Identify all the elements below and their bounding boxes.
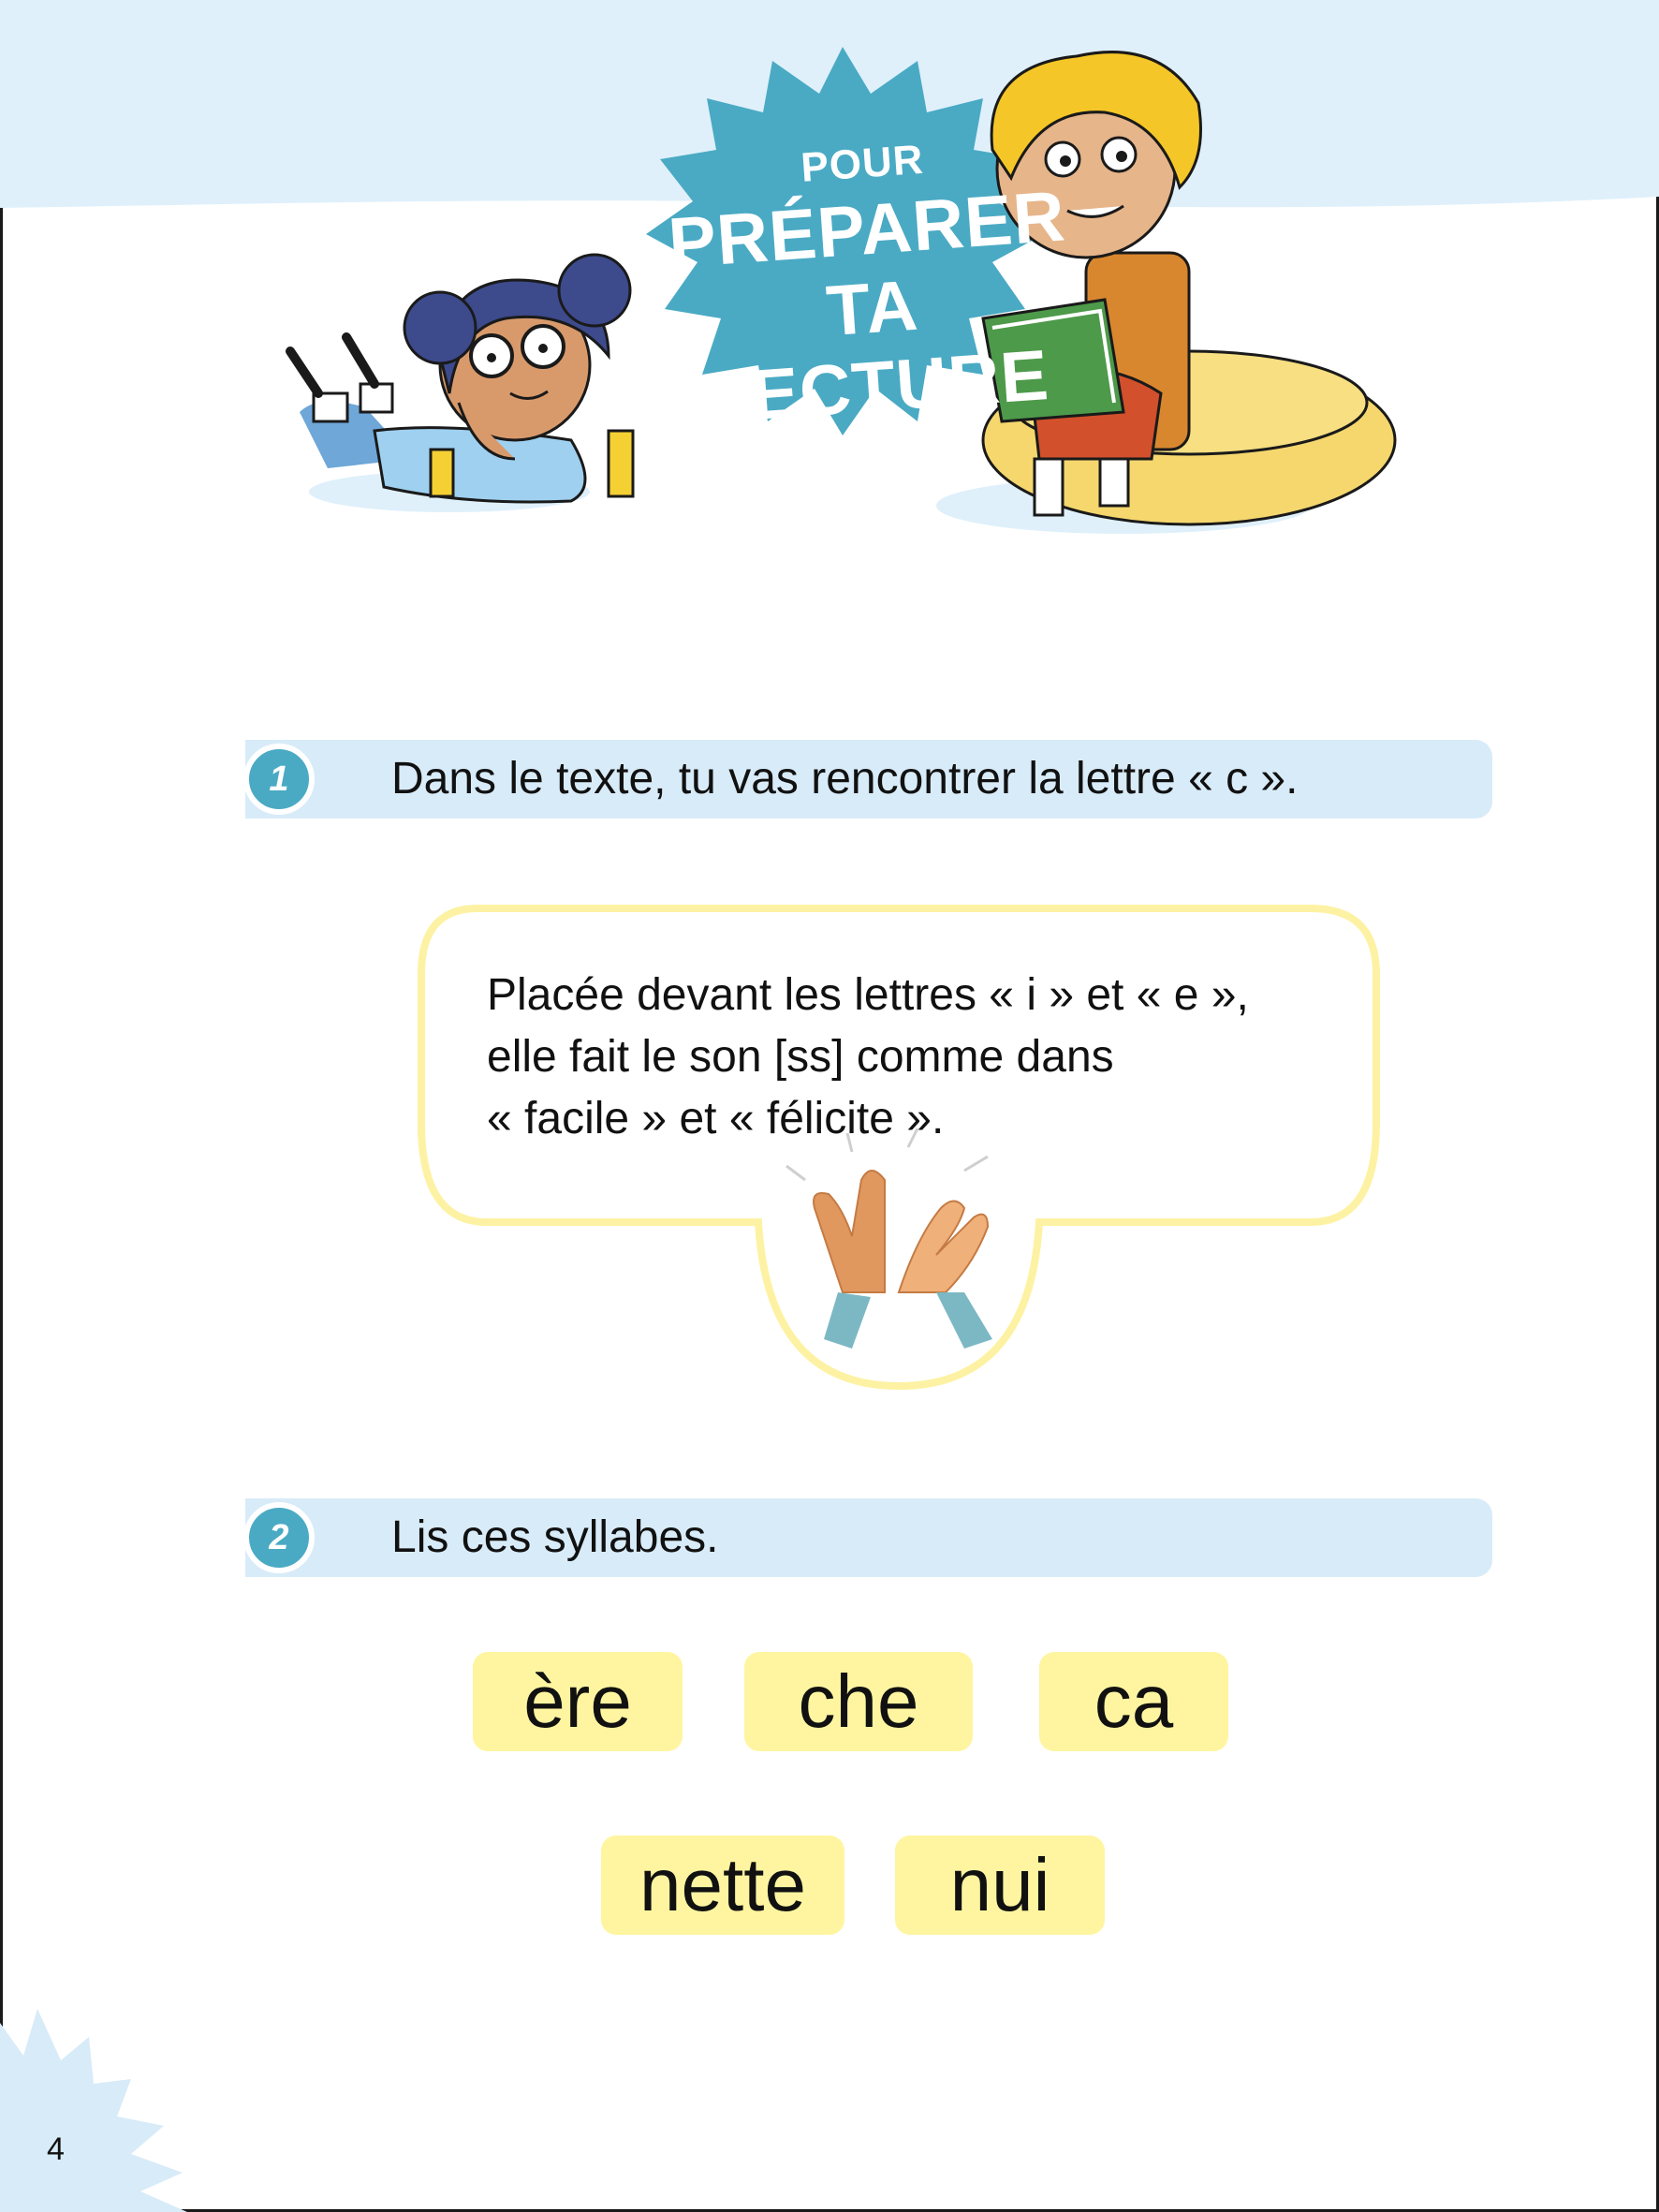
header-title-line1: PRÉPARER: [666, 176, 1068, 284]
header-title-line2: TA LECTURE: [704, 265, 1052, 439]
syllable-box: nette: [601, 1836, 844, 1935]
exercise-2-instruction: Lis ces syllabes.: [391, 1512, 719, 1562]
rule-line-1: Placée devant les lettres « i » et « e »,: [487, 970, 1249, 1020]
girl-reading-illustration: [290, 255, 633, 512]
syllable-box: che: [744, 1652, 973, 1751]
header-title-pour: POUR: [799, 136, 926, 191]
exercise-2-number: 2: [243, 1502, 315, 1573]
syllable-box: ère: [473, 1652, 683, 1751]
header-title: [646, 125, 1095, 441]
rule-text: [487, 965, 1329, 1150]
rule-line-2: elle fait le son [ss] comme dans: [487, 1032, 1114, 1082]
exercise-1-number: 1: [243, 744, 315, 815]
syllable-box: nui: [895, 1836, 1105, 1935]
exercise-2-bar: [245, 1498, 1492, 1577]
page-number: 4: [47, 2131, 65, 2167]
exercise-1-instruction: Dans le texte, tu vas rencontrer la lettre « c ».: [391, 754, 1299, 804]
corner-burst-decoration: [0, 2004, 206, 2212]
exercise-1-bar: [245, 740, 1492, 818]
rule-line-3: « facile » et « félicite ».: [487, 1094, 945, 1143]
syllable-box: ca: [1039, 1652, 1228, 1751]
